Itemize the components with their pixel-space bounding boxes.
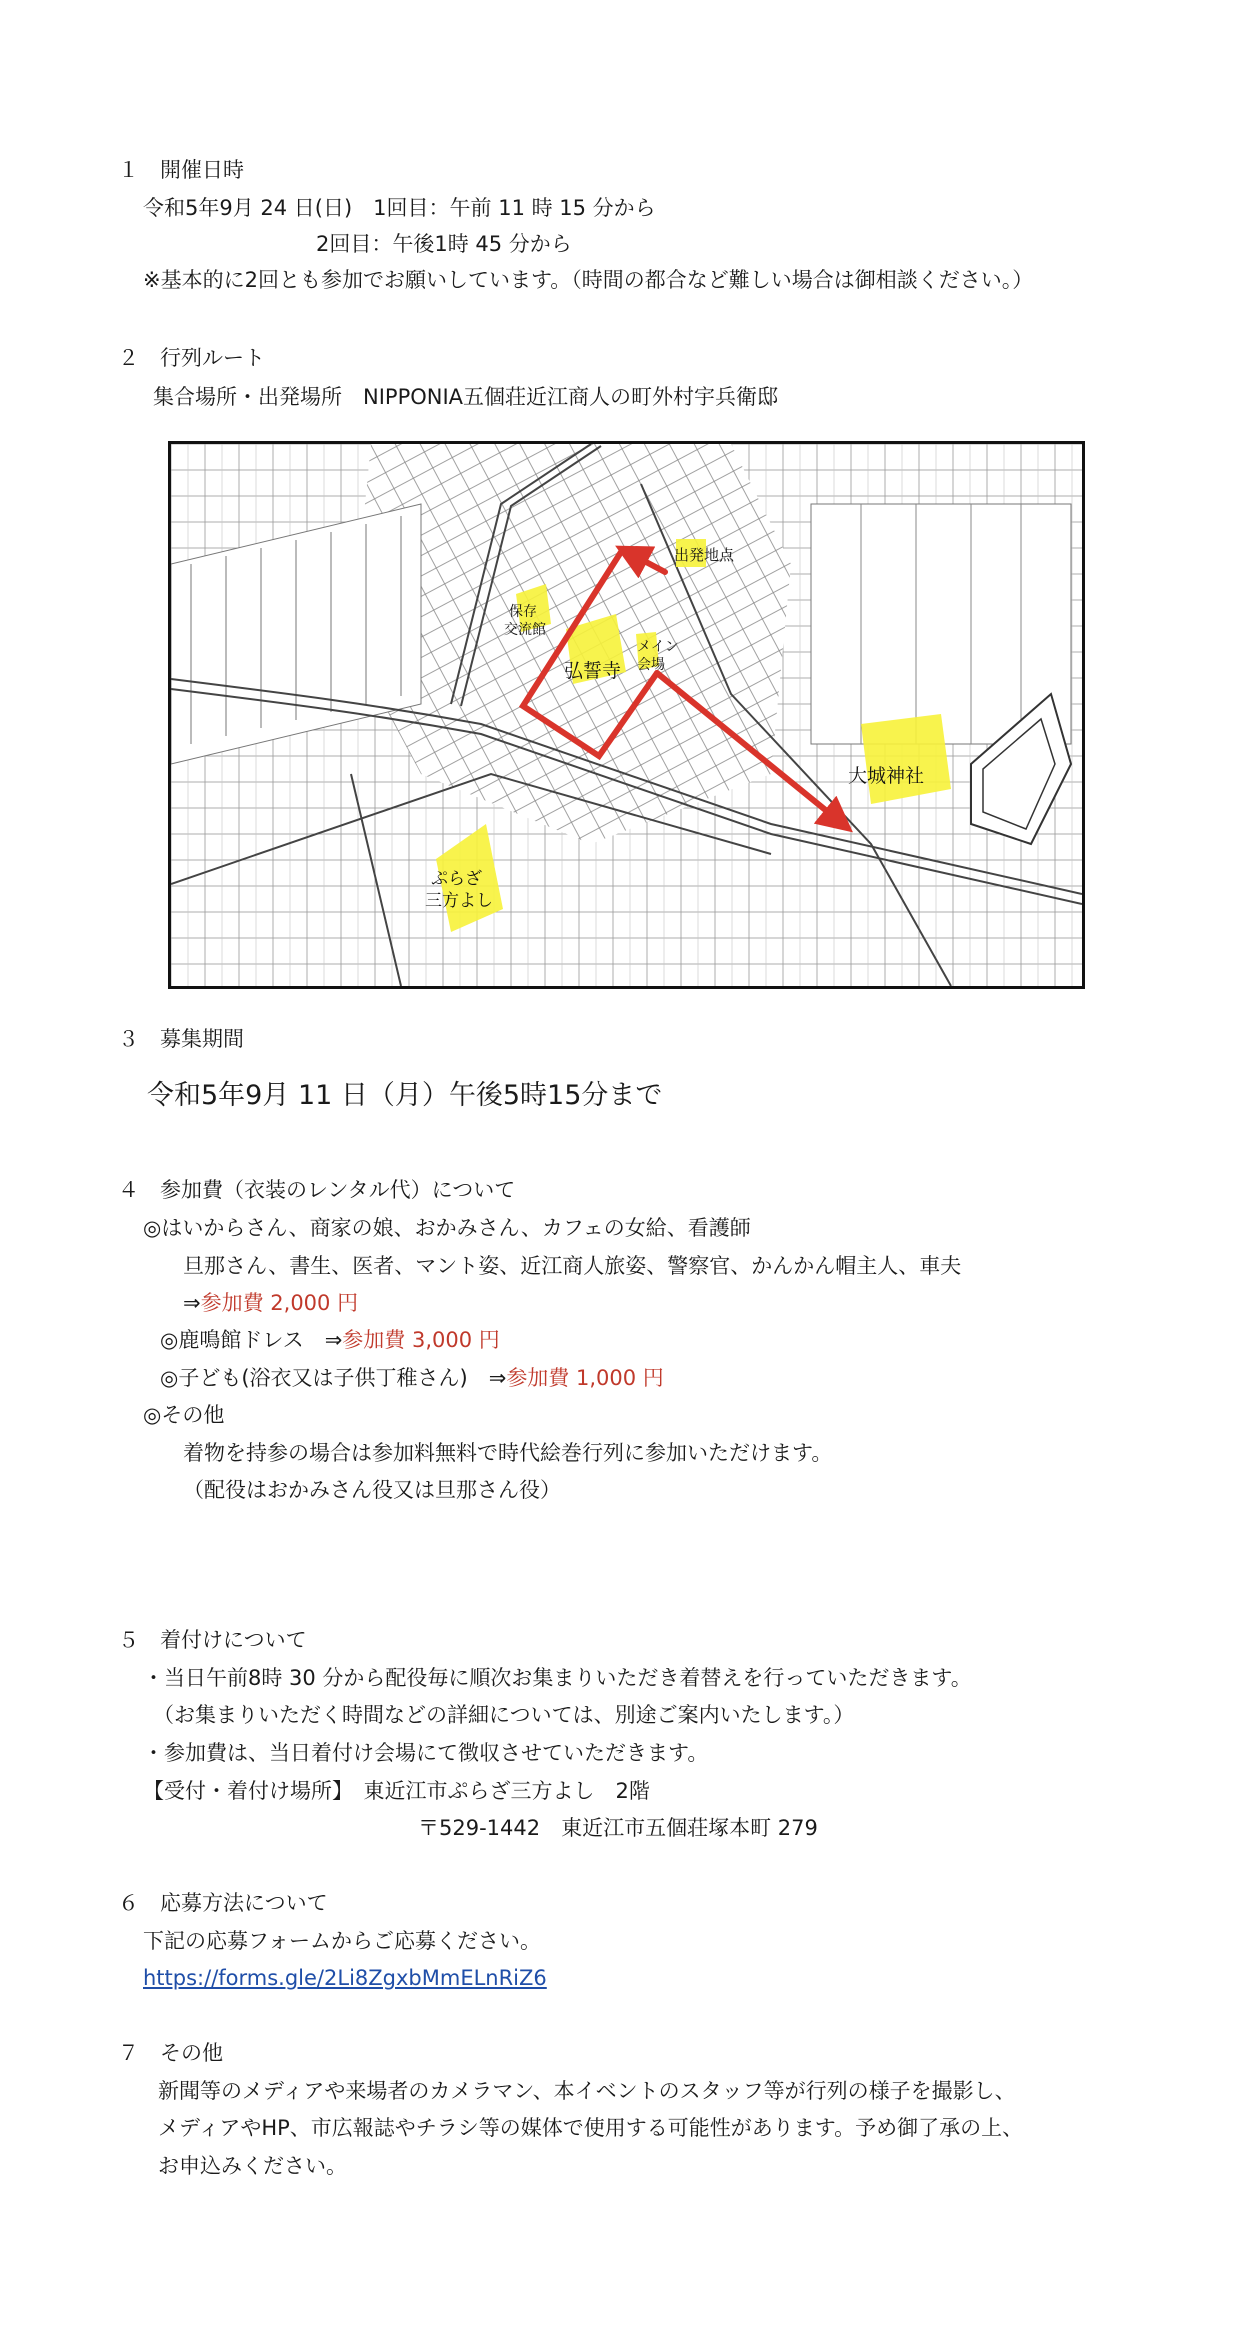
event-date-line1: 令和5年9月 24 日(日) 1回目：午前 11 時 15 分から: [143, 196, 656, 220]
dressing-line3: ・参加費は、当日着付け会場にて徴収させていただきます。: [143, 1741, 709, 1765]
label-hozon-2: 交流館: [504, 622, 546, 638]
section4-heading: ４ 参加費（衣装のレンタル代）について: [118, 1178, 516, 1202]
fee-item1-roles: ◎はいからさん、商家の娘、おかみさん、カフェの女給、看護師: [143, 1216, 751, 1240]
label-start: 出発地点: [674, 546, 735, 564]
label-kouseiji: 弘誓寺: [564, 660, 622, 682]
fee-3000: 参加費 3,000 円: [342, 1328, 500, 1352]
dressing-line2: （お集まりいただく時間などの詳細については、別途ご案内いたします。）: [153, 1703, 855, 1727]
event-note: ※基本的に2回とも参加でお願いしています。（時間の都合など難しい場合は御相談ください。）: [143, 268, 1034, 292]
event-date-line2: 2回目：午後1時 45 分から: [316, 232, 572, 256]
section2-heading: ２ 行列ルート: [118, 346, 265, 370]
fee-item3-label: ◎子ども(浴衣又は子供丁稚さん) ⇒: [160, 1366, 507, 1390]
label-main-2: 会場: [637, 657, 665, 673]
section6-heading: ６ 応募方法について: [118, 1891, 328, 1915]
fee-item3: [160, 1366, 664, 1391]
other-line2: メディアやHP、市広報誌やチラシ等の媒体で使用する可能性があります。予め御了承の上、: [158, 2116, 1024, 2140]
apply-instruction: 下記の応募フォームからご応募ください。: [143, 1929, 541, 1953]
label-oshiro-shrine: 大城神社: [848, 765, 925, 787]
label-plaza-1: ぷらざ: [431, 869, 482, 889]
fee-item2-label: ◎鹿鳴館ドレス ⇒: [160, 1328, 343, 1352]
label-main-1: メイン: [637, 639, 679, 655]
label-hozon-1: 保存: [509, 604, 537, 620]
dressing-line1: ・当日午前8時 30 分から配役毎に順次お集まりいただき着替えを行っていただきます。: [143, 1666, 972, 1690]
arrow: ⇒: [183, 1291, 201, 1315]
fee-item1-price: [183, 1291, 358, 1316]
section5-heading: ５ 着付けについて: [118, 1628, 307, 1652]
section3-heading: ３ 募集期間: [118, 1027, 244, 1051]
application-period: 令和5年9月 11 日（月）午後5時15分まで: [147, 1080, 663, 1111]
meeting-place: 集合場所・出発場所 NIPPONIA五個荘近江商人の町外村宇兵衛邸: [153, 385, 779, 409]
apply-form-link[interactable]: https://forms.gle/2Li8ZgxbMmELnRiZ6: [143, 1966, 547, 1990]
dressing-place: 【受付・着付け場所】 東近江市ぷらざ三方よし 2階: [143, 1779, 650, 1803]
route-map: [168, 441, 1085, 989]
fee-item4-note1: 着物を持参の場合は参加料無料で時代絵巻行列に参加いただけます。: [183, 1441, 833, 1465]
other-line3: お申込みください。: [158, 2154, 347, 2178]
fee-item2: [160, 1328, 500, 1353]
fee-2000: 参加費 2,000 円: [200, 1291, 359, 1315]
fee-1000: 参加費 1,000 円: [506, 1366, 664, 1390]
fee-item4-note2: （配役はおかみさん役又は旦那さん役）: [183, 1478, 561, 1502]
section1-heading: １ 開催日時: [118, 158, 244, 182]
fee-item1-roles-cont: 旦那さん、書生、医者、マント姿、近江商人旅姿、警察官、かんかん帽主人、車夫: [183, 1254, 962, 1278]
section7-heading: ７ その他: [118, 2041, 223, 2065]
fee-item4: ◎その他: [143, 1403, 225, 1427]
apply-form-link-row: [143, 1966, 547, 1991]
other-line1: 新聞等のメディアや来場者のカメラマン、本イベントのスタッフ等が行列の様子を撮影し、: [158, 2079, 1016, 2103]
label-plaza-2: 三方よし: [425, 891, 493, 911]
dressing-address: 〒529-1442 東近江市五個荘塚本町 279: [418, 1816, 818, 1840]
